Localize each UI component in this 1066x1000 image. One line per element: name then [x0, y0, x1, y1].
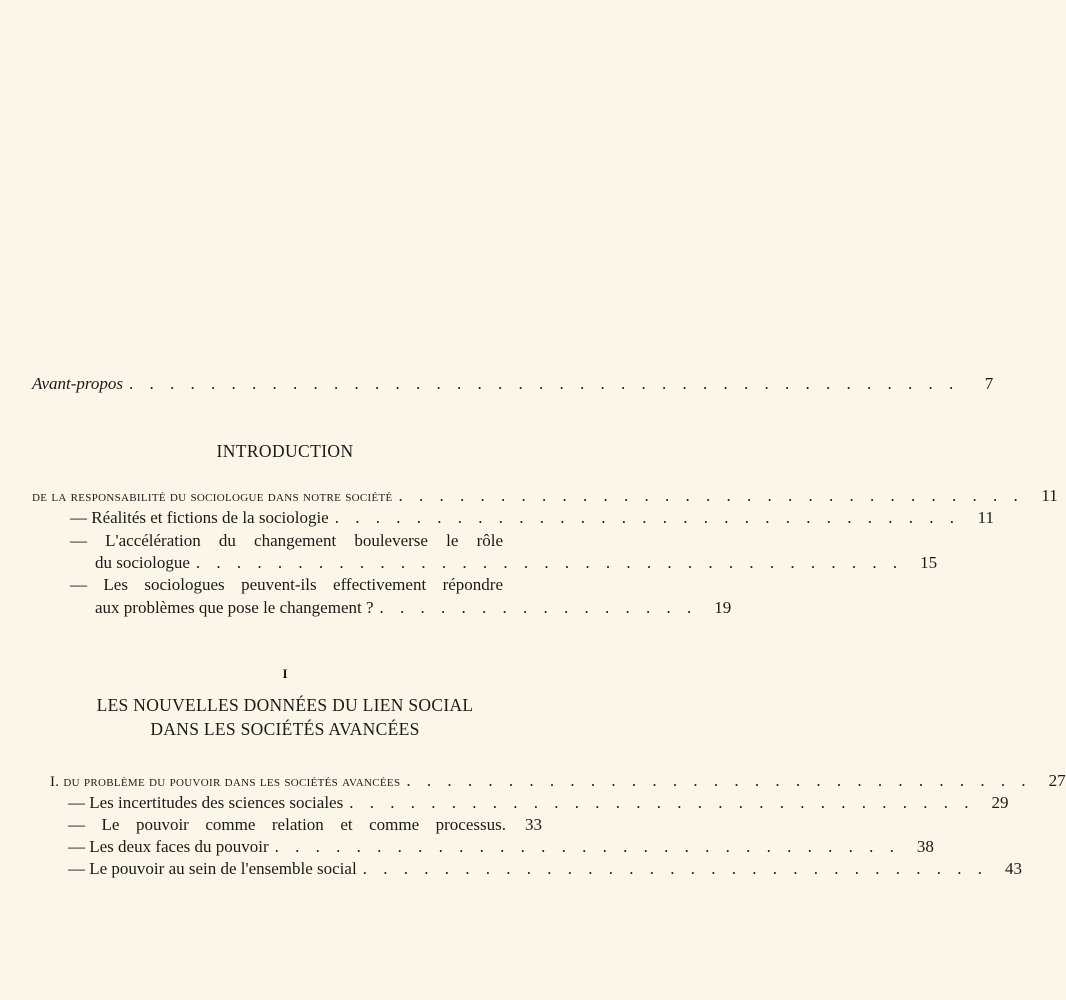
page-number: 11 — [1041, 486, 1058, 505]
dot-leader: . . . . . . . . . . . . . . . . . . . . . . . . . . . . . . . . . . . — [195, 553, 904, 572]
dot-leader: . . . . . . . . . . . . . . . . — [379, 598, 698, 617]
toc-item-label: — Les deux faces du pouvoir — [68, 837, 269, 856]
toc-item-acceleration-line1[interactable] — [70, 530, 503, 552]
section-heading-introduction: INTRODUCTION — [216, 441, 354, 461]
page-number: 15 — [920, 553, 938, 572]
toc-item-deux-faces[interactable] — [68, 836, 934, 858]
dot-leader: . . . . . . . . . . . . . . . . . . . . . . . . . . . . . . . — [362, 859, 988, 878]
toc-item-label: — Le pouvoir comme relation et comme processus. — [68, 815, 506, 834]
toc-item-label: — L'accélération du changement bouleverse le rôle — [70, 531, 503, 550]
toc-entry-avant-propos[interactable] — [32, 373, 994, 395]
page-number: 38 — [916, 837, 934, 856]
page-number: 27 — [1048, 771, 1066, 790]
part-title-line2: DANS LES SOCIÉTÉS AVANCÉES — [150, 719, 420, 739]
part-numeral: I — [282, 666, 288, 681]
toc-item-label-continued: aux problèmes que pose le changement ? — [95, 598, 374, 617]
dot-leader: . . . . . . . . . . . . . . . . . . . . . . . . . . . . . . . . . . . . . . . . . — [128, 374, 960, 393]
toc-chapter-title: I. du problème du pouvoir dans les sociétés avancées — [50, 774, 401, 790]
dot-leader: . . . . . . . . . . . . . . . . . . . . . . . . . . . . . . . — [398, 486, 1024, 505]
page-number: 7 — [984, 374, 994, 393]
toc-item-ensemble-social[interactable] — [68, 858, 1022, 880]
toc-item-realites-fictions[interactable] — [70, 507, 994, 529]
page-number: 33 — [525, 815, 542, 834]
toc-item-incertitudes[interactable] — [68, 792, 1009, 814]
page-number: 43 — [1004, 859, 1022, 878]
dot-leader: . . . . . . . . . . . . . . . . . . . . . . . . . . . . . . . — [274, 837, 900, 856]
toc-chapter-probleme-pouvoir[interactable] — [50, 770, 1066, 793]
part-title-line1: LES NOUVELLES DONNÉES DU LIEN SOCIAL — [96, 695, 474, 715]
toc-item-sociologues-line2[interactable] — [95, 597, 732, 619]
toc-entry-label: Avant-propos — [32, 374, 123, 393]
dot-leader: . . . . . . . . . . . . . . . . . . . . . . . . . . . . . . . — [349, 793, 975, 812]
toc-item-label: — Le pouvoir au sein de l'ensemble social — [68, 859, 357, 878]
toc-item-label: — Les incertitudes des sciences sociales — [68, 793, 344, 812]
dot-leader: . . . . . . . . . . . . . . . . . . . . . . . . . . . . . . . — [334, 508, 960, 527]
toc-item-acceleration-line2[interactable] — [95, 552, 938, 574]
dot-leader: . . . . . . . . . . . . . . . . . . . . . . . . . . . . . . . — [406, 771, 1032, 790]
toc-item-sociologues-line1[interactable] — [70, 574, 503, 596]
toc-item-label: — Réalités et fictions de la sociologie — [70, 508, 329, 527]
toc-chapter-title: de la responsabilité du sociologue dans notre société — [32, 489, 393, 505]
page-number: 11 — [977, 508, 994, 527]
toc-item-label-continued: du sociologue — [95, 553, 190, 572]
toc-chapter-responsabilite[interactable] — [32, 485, 1058, 508]
page-number: 19 — [714, 598, 732, 617]
toc-item-relation-processus[interactable] — [68, 814, 542, 836]
page-number: 29 — [991, 793, 1009, 812]
toc-item-label: — Les sociologues peuvent-ils effectivement répondre — [70, 575, 503, 594]
